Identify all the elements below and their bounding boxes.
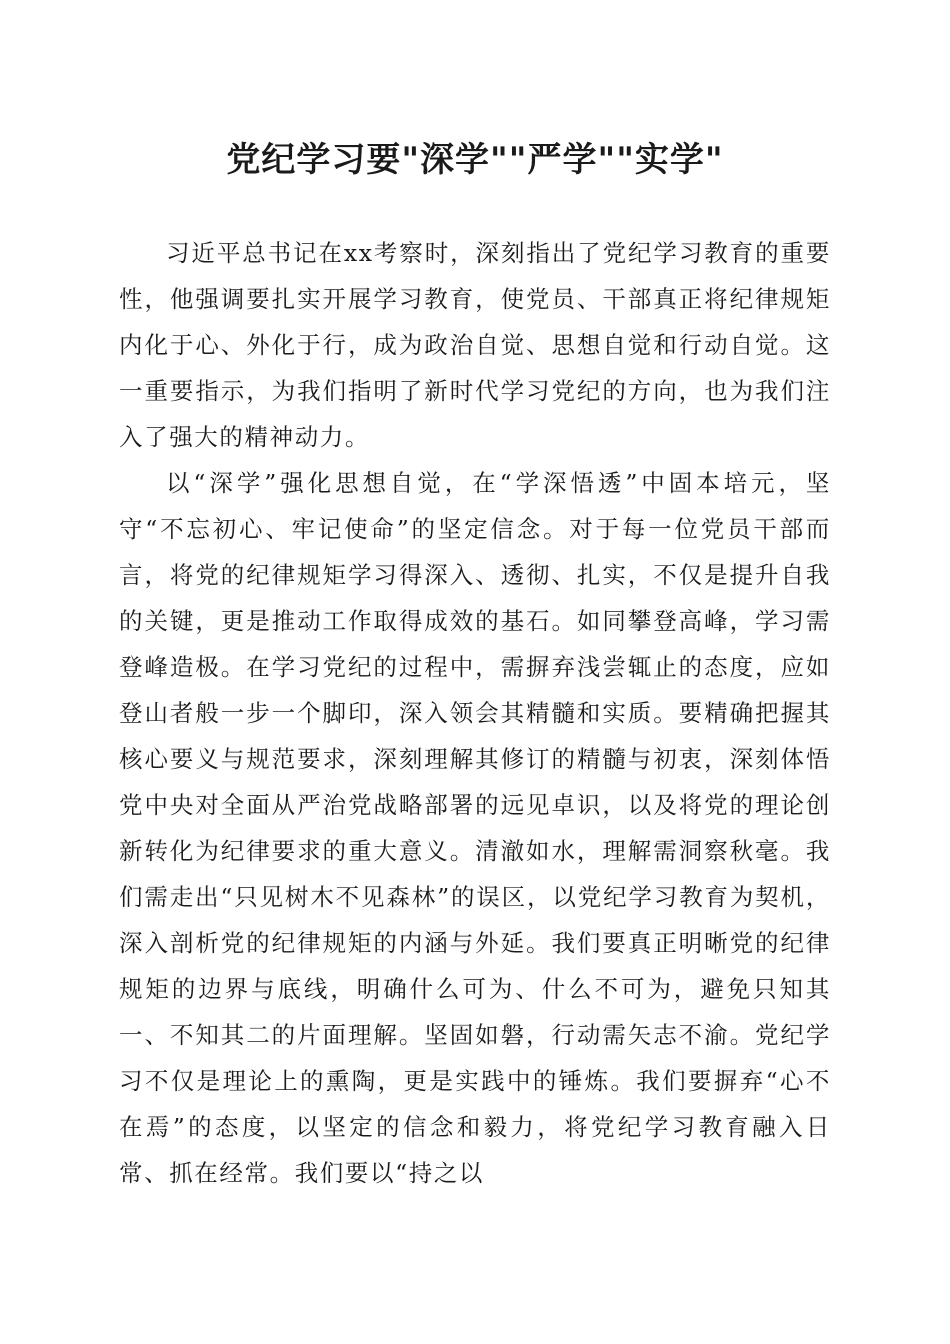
paragraph-intro: 习近平总书记在xx考察时，深刻指出了党纪学习教育的重要性，他强调要扎实开展学习教育，使党员、干部真正将纪律规矩内化于心、外化于行，成为政治自觉、思想自觉和行动自觉。这一重要指示，为我们指明了新时代学习党纪的方向，也为我们注入了强大的精神动力。 [119,239,831,451]
document-body [119,230,831,1196]
document-title: 党纪学习要"深学""严学""实学" [226,140,724,180]
paragraph-deep-study: 以“深学”强化思想自觉，在“学深悟透”中固本培元，坚守“不忘初心、牢记使命”的坚定信念。对于每一位党员干部而言，将党的纪律规矩学习得深入、透彻、扎实，不仅是提升自我的关键，更是推动工作取得成效的基石。如同攀登高峰，学习需登峰造极。在学习党纪的过程中，需摒弃浅尝辄止的态度，应如登山者般一步一个脚印，深入领会其精髓和实质。要精确把握其核心要义与规范要求，深刻理解其修订的精髓与初衷，深刻体悟党中央对全面从严治党战略部署的远见卓识，以及将党的理论创新转化为纪律要求的重大意义。清澈如水，理解需洞察秋毫。我们需走出“只见树木不见森林”的误区，以党纪学习教育为契机，深入剖析党的纪律规矩的内涵与外延。我们要真正明晰党的纪律规矩的边界与底线，明确什么可为、什么不可为，避免只知其一、不知其二的片面理解。坚固如磐，行动需矢志不渝。党纪学习不仅是理论上的熏陶，更是实践中的锤炼。我们要摒弃“心不在焉”的态度，以坚定的信念和毅力，将党纪学习教育融入日常、抓在经常。我们要以“持之以 [119,469,831,1187]
